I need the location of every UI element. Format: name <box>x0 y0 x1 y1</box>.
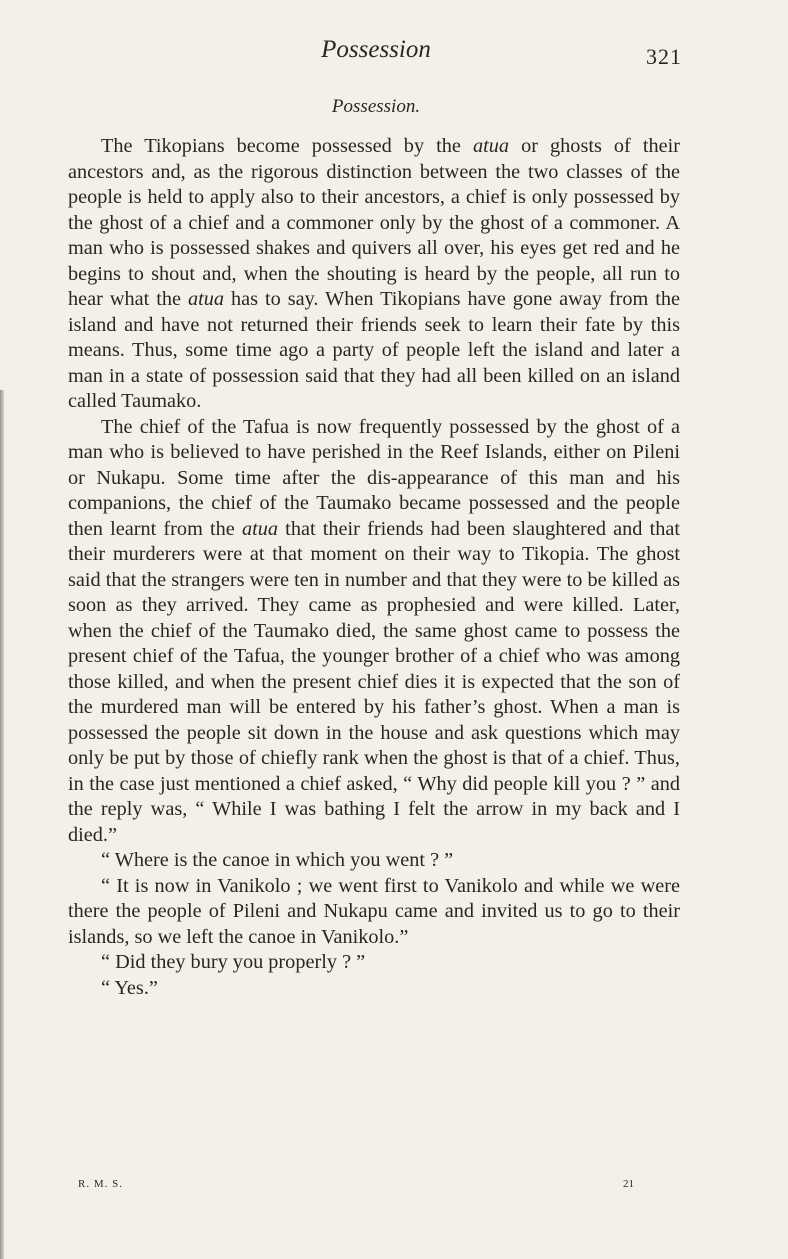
page-binding-edge <box>0 390 4 1259</box>
italic-term: atua <box>241 517 279 540</box>
paragraph <box>68 874 680 951</box>
text-segment: “ Where is the canoe in which you went ? ” <box>101 849 454 871</box>
page-header <box>70 36 682 72</box>
text-segment: or ghosts of their ancestors and, as the rigorous distinction between the two classes of the people is held to apply also to their ancestors, a chief is only possessed by the ghost of a chief and a commoner only by the ghost of a commoner. A man who is possessed shakes and quivers all over, his eyes get red and he begins to shout and, when the shouting is heard by the people, all run to hear what the <box>68 135 681 310</box>
italic-term: atua <box>187 288 225 310</box>
text-segment: The Tikopians become possessed by the <box>101 135 473 157</box>
text-segment: has to say. When Tikopians have gone away from the island and have not returned their friends seek to learn their fate by this means. Thus, some time ago a party of people left the island and later a man in a state of possession said that they had all been killed on an island called Taumako. <box>68 288 680 412</box>
text-segment: “ It is now in Vanikolo ; we went first to Vanikolo and while we were there the people of Pileni and Nukapu came and invited us to go to their islands, so we left the canoe in Vanikolo.” <box>68 874 680 948</box>
paragraph <box>68 134 680 415</box>
text-segment: “ Yes.” <box>101 976 158 999</box>
running-head: Possession <box>321 36 431 63</box>
paragraph <box>68 848 680 874</box>
section-title: Possession. <box>331 96 421 117</box>
text-segment: The chief of the Tafua is now frequently possessed by the ghost of a man who is believed to have perished in the Reef Islands, either on Pileni or Nukapu. Some time after the dis-appearance of this man and his companions, the chief of the Taumako became possessed and the people then learnt from the <box>68 415 680 540</box>
text-segment: that their friends had been slaughtered and that their murderers were at that moment on their way to Tikopia. The ghost said that the strangers were ten in number and that they were to be killed as soon as they arrived. They came as prophesied and were killed. Later, when the chief of the Taumako died, the same ghost came to possess the present chief of the Tafua, the younger brother of a chief who was among those killed, and when the present chief dies it is expected that the son of the murdered man will be entered by his father’s ghost. When a man is possessed the people sit down in the house and ask questions which may only be put by those of chiefly rank when the ghost is that of a chief. Thus, in the case just mentioned a chief asked, “ Why did people kill you ? ” and the reply was, “ While I was bathing I felt the arrow in my back and I died.” <box>68 517 680 846</box>
body-text <box>68 134 680 1001</box>
signature-number: 21 <box>623 1178 634 1190</box>
signature-mark: R. M. S. <box>78 1178 123 1190</box>
paragraph <box>68 976 680 1002</box>
paragraph <box>68 950 680 976</box>
text-segment: “ Did they bury you properly ? ” <box>101 951 366 973</box>
paragraph <box>68 415 680 849</box>
italic-term: atua <box>472 135 510 157</box>
page-number: 321 <box>646 44 682 69</box>
